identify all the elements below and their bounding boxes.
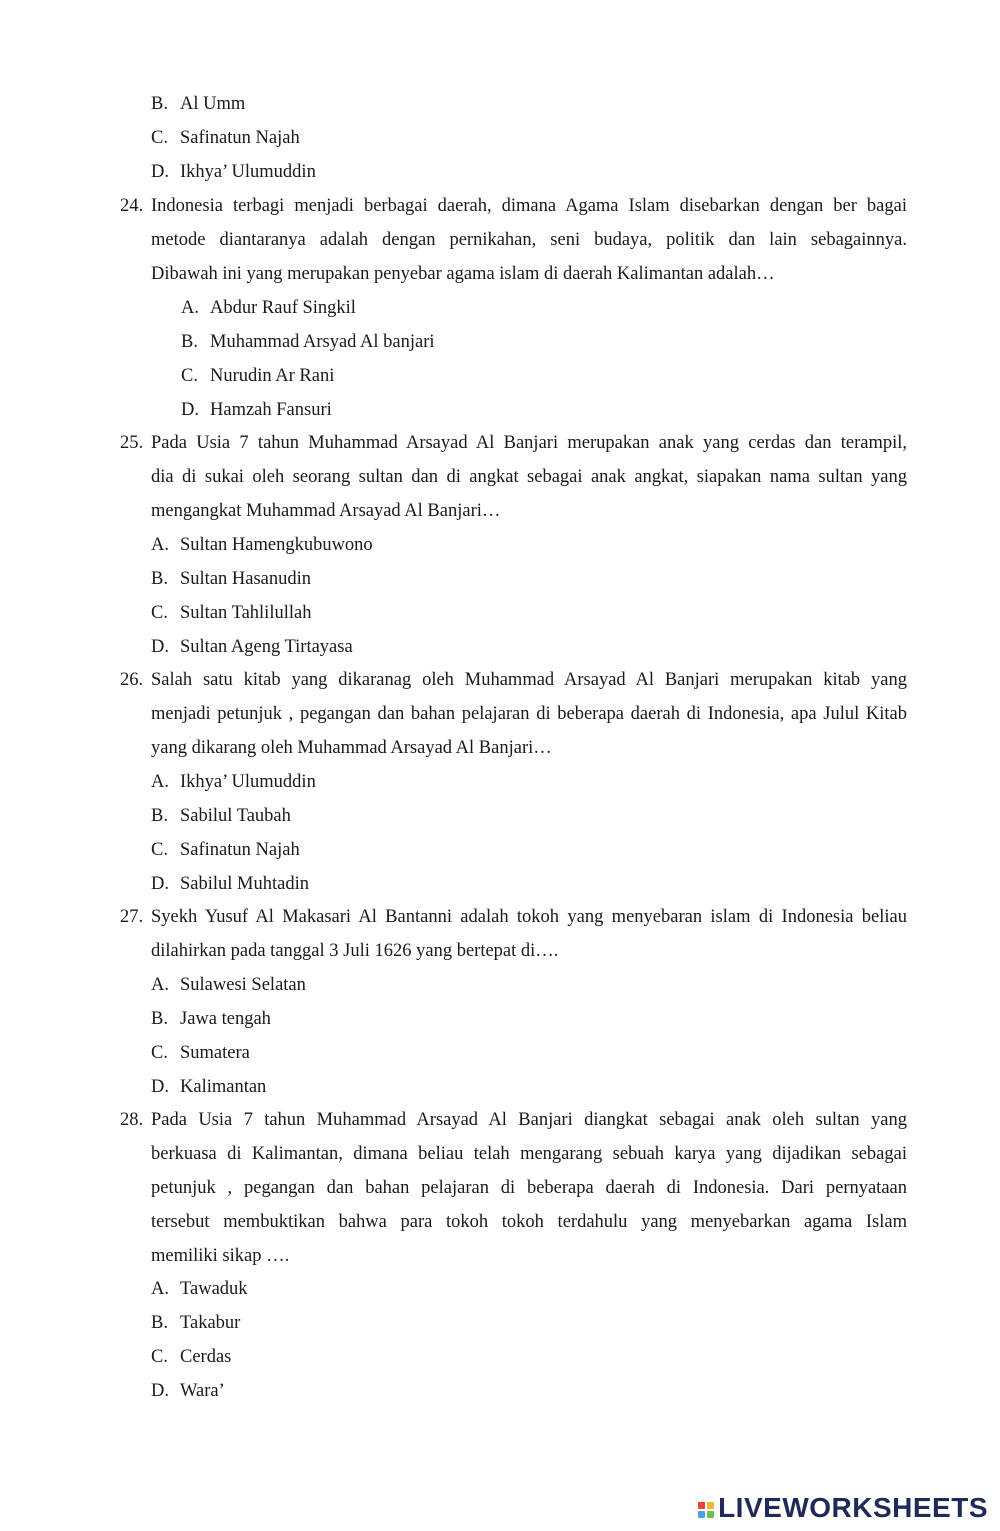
option-q24-a <box>181 296 356 320</box>
option-q25-c <box>151 601 311 625</box>
option-text: Hamzah Fansuri <box>210 400 332 420</box>
option-text: Ikhya’ Ulumuddin <box>180 162 316 182</box>
option-text: Nurudin Ar Rani <box>210 366 335 386</box>
question-number-27: 27. <box>120 907 144 927</box>
question-line: Pada Usia 7 tahun Muhammad Arsayad Al Banjari merupakan anak yang cerdas dan terampil, <box>151 433 907 453</box>
question-line: metode diantaranya adalah dengan pernikahan, seni budaya, politik dan lain sebagainnya. <box>151 230 907 250</box>
option-q27-b <box>151 1007 271 1031</box>
option-text: Sabilul Taubah <box>180 806 291 826</box>
option-letter: D. <box>151 637 169 657</box>
option-q23-d <box>151 160 316 184</box>
question-number-26: 26. <box>120 670 144 690</box>
option-letter: B. <box>151 569 168 589</box>
question-line: dilahirkan pada tanggal 3 Juli 1626 yang bertepat di…. <box>151 941 559 961</box>
option-letter: A. <box>151 1279 169 1299</box>
option-text: Safinatun Najah <box>180 840 300 860</box>
option-q28-d <box>151 1379 225 1403</box>
question-number-28: 28. <box>120 1110 144 1130</box>
question-line: memiliki sikap …. <box>151 1246 290 1266</box>
logo-square <box>698 1502 705 1509</box>
option-text: Wara’ <box>180 1381 225 1401</box>
option-q27-c <box>151 1041 250 1065</box>
option-letter: C. <box>151 1043 168 1063</box>
question-line: Syekh Yusuf Al Makasari Al Bantanni adalah tokoh yang menyebaran islam di Indonesia beliau <box>151 907 907 927</box>
question-line: yang dikarang oleh Muhammad Arsayad Al Banjari… <box>151 738 552 758</box>
option-q26-a <box>151 770 316 794</box>
option-text: Muhammad Arsyad Al banjari <box>210 332 435 352</box>
question-text-28 <box>151 1108 907 1278</box>
option-text: Sultan Ageng Tirtayasa <box>180 637 353 657</box>
question-line: petunjuk , pegangan dan bahan pelajaran di beberapa daerah di Indonesia. Dari pernyataan <box>151 1178 907 1198</box>
option-letter: B. <box>181 332 198 352</box>
option-text: Kalimantan <box>180 1077 267 1097</box>
option-q26-d <box>151 872 309 896</box>
liveworksheets-watermark <box>698 1493 988 1523</box>
option-text: Safinatun Najah <box>180 128 300 148</box>
question-line: Salah satu kitab yang dikaranag oleh Muhammad Arsayad Al Banjari merupakan kitab yang <box>151 670 907 690</box>
question-line: mengangkat Muhammad Arsayad Al Banjari… <box>151 501 501 521</box>
watermark-text: LIVEWORKSHEETS <box>718 1492 988 1523</box>
option-text: Cerdas <box>180 1347 232 1367</box>
option-q27-d <box>151 1075 266 1099</box>
option-q28-b <box>151 1311 240 1335</box>
option-letter: B. <box>151 1009 168 1029</box>
option-letter: A. <box>151 772 169 792</box>
logo-square <box>698 1511 705 1518</box>
option-letter: A. <box>151 535 169 555</box>
question-text-27 <box>151 905 907 973</box>
option-text: Al Umm <box>180 94 246 114</box>
question-number-25: 25. <box>120 433 144 453</box>
option-q24-c <box>181 364 334 388</box>
option-text: Takabur <box>180 1313 241 1333</box>
option-text: Sabilul Muhtadin <box>180 874 309 894</box>
option-letter: D. <box>151 1381 169 1401</box>
option-q23-b <box>151 92 245 116</box>
option-q25-a <box>151 533 373 557</box>
question-number-24: 24. <box>120 196 144 216</box>
option-q23-c <box>151 126 300 150</box>
option-text: Abdur Rauf Singkil <box>210 298 356 318</box>
question-line: Indonesia terbagi menjadi berbagai daerah, dimana Agama Islam disebarkan dengan ber bagai <box>151 196 907 216</box>
question-text-24 <box>151 194 907 296</box>
question-line: berkuasa di Kalimantan, dimana beliau telah mengarang sebuah karya yang dijadikan sebagai <box>151 1144 907 1164</box>
question-line: Pada Usia 7 tahun Muhammad Arsayad Al Banjari diangkat sebagai anak oleh sultan yang <box>151 1110 907 1130</box>
option-q25-d <box>151 635 353 659</box>
option-letter: A. <box>181 298 199 318</box>
option-letter: C. <box>151 1347 168 1367</box>
option-q28-a <box>151 1277 248 1301</box>
question-text-26 <box>151 668 907 770</box>
question-line: Dibawah ini yang merupakan penyebar agama islam di daerah Kalimantan adalah… <box>151 264 775 284</box>
option-text: Tawaduk <box>180 1279 248 1299</box>
option-q26-c <box>151 838 300 862</box>
option-letter: B. <box>151 1313 168 1333</box>
logo-square <box>707 1502 714 1509</box>
option-letter: B. <box>151 94 168 114</box>
option-letter: C. <box>181 366 198 386</box>
option-letter: C. <box>151 128 168 148</box>
question-line: dia di sukai oleh seorang sultan dan di angkat sebagai anak angkat, siapakan nama sultan yang <box>151 467 907 487</box>
option-text: Sultan Hasanudin <box>180 569 312 589</box>
option-text: Jawa tengah <box>180 1009 271 1029</box>
option-letter: C. <box>151 840 168 860</box>
option-q25-b <box>151 567 311 591</box>
option-q26-b <box>151 804 291 828</box>
question-line: tersebut membuktikan bahwa para tokoh tokoh terdahulu yang menyebarkan agama Islam <box>151 1212 907 1232</box>
option-q24-d <box>181 398 332 422</box>
option-letter: D. <box>151 1077 169 1097</box>
option-letter: B. <box>151 806 168 826</box>
option-text: Ikhya’ Ulumuddin <box>180 772 316 792</box>
logo-square <box>707 1511 714 1518</box>
option-text: Sulawesi Selatan <box>180 975 306 995</box>
option-letter: C. <box>151 603 168 623</box>
question-text-25 <box>151 431 907 533</box>
option-text: Sumatera <box>180 1043 250 1063</box>
option-letter: D. <box>151 162 169 182</box>
liveworksheets-logo-icon <box>698 1502 714 1518</box>
option-letter: D. <box>181 400 199 420</box>
option-q24-b <box>181 330 435 354</box>
option-text: Sultan Tahlilullah <box>180 603 312 623</box>
option-letter: A. <box>151 975 169 995</box>
option-q27-a <box>151 973 306 997</box>
question-line: menjadi petunjuk , pegangan dan bahan pelajaran di beberapa daerah di Indonesia, apa Julul Kitab <box>151 704 907 724</box>
option-letter: D. <box>151 874 169 894</box>
option-text: Sultan Hamengkubuwono <box>180 535 373 555</box>
option-q28-c <box>151 1345 231 1369</box>
